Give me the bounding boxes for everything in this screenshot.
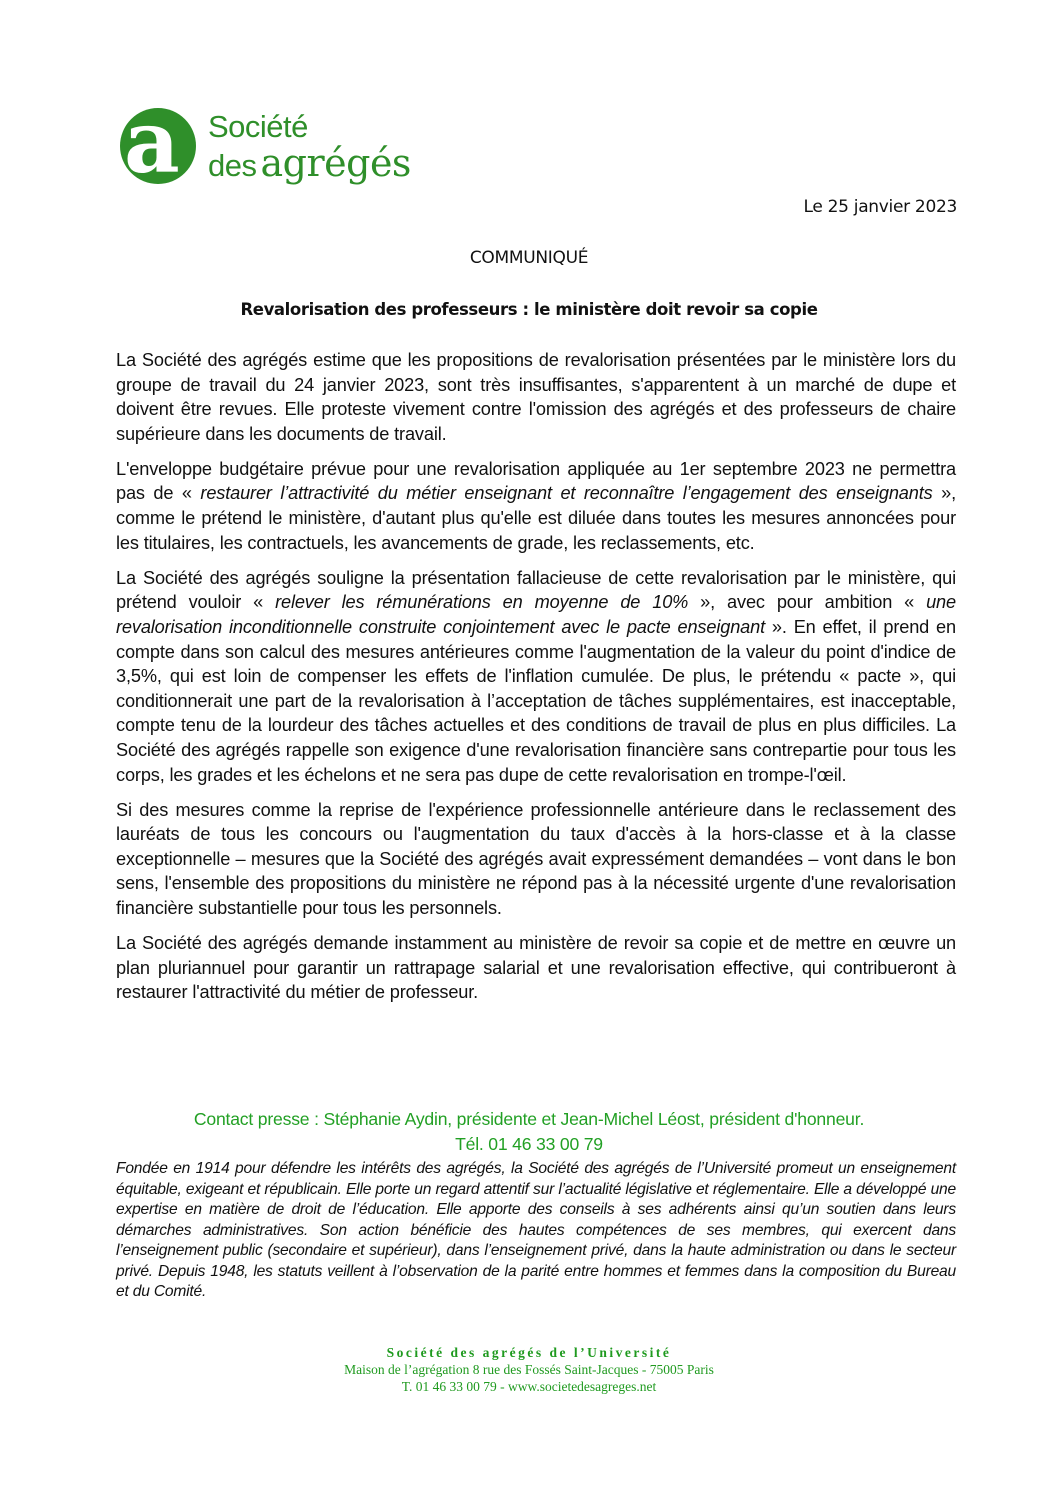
paragraph-text: L'enveloppe budgétaire prévue pour une revalorisation appliquée au 1er septembre 2023 ne permettra pas de « bbox=[116, 458, 956, 504]
logo-mark-icon bbox=[120, 108, 196, 184]
body-paragraph bbox=[116, 348, 956, 446]
press-contact bbox=[0, 1107, 1058, 1157]
body-paragraph bbox=[116, 931, 956, 1005]
document-title: Revalorisation des professeurs : le ministère doit revoir sa copie bbox=[240, 300, 818, 319]
logo-line-2 bbox=[208, 140, 411, 185]
about-organization: Fondée en 1914 pour défendre les intérêts des agrégés, la Société des agrégés de l’Université promeut un enseignement équitable, exigeant et républicain. Elle porte un regard attentif sur l’actualité législative et réglementaire. Elle a développé une expertise en matière de droit de l’éducation. Elle apporte des conseils à ses adhérents ainsi qu’un soutien dans leurs démarches administratives. Son action bénéficie des hautes compétences de ses membres, qui exercent dans l’enseignement public (secondaire et supérieur), dans l’enseignement privé, dans la haute administration ou dans le secteur privé. Depuis 1948, les statuts veillent à l’observation de la parité entre hommes et femmes dans la composition du Bureau et du Comité. bbox=[116, 1160, 956, 1300]
quoted-text: une revalorisation inconditionnelle construite conjointement avec le pacte enseignant bbox=[116, 592, 956, 637]
body-paragraph bbox=[116, 566, 956, 787]
logo-wordmark bbox=[208, 108, 411, 185]
paragraph-text: La Société des agrégés demande instamment au ministère de revoir sa copie et de mettre en œuvre un plan pluriannuel pour garantir un rattrapage salarial et une revalorisation effective, qui contribueront à restaurer l'attractivité du métier de professeur. bbox=[116, 933, 956, 1003]
quoted-text: restaurer l’attractivité du métier enseignant et reconnaître l’engagement des enseignants bbox=[200, 483, 933, 504]
paragraph-text: », comme le prétend le ministère, d'autant plus qu'elle est diluée dans toutes les mesures annoncées pour les titulaires, les contractuels, les avancements de grade, les reclassements, etc. bbox=[116, 483, 956, 553]
footer-org-name: Société des agrégés de l’Université bbox=[386, 1345, 672, 1360]
paragraph-text: Si des mesures comme la reprise de l'expérience professionnelle antérieure dans le reclassement des lauréats de tous les concours ou l'augmentation du taux d'accès à la hors-classe et à la classe exceptionnelle – mesures que la Société des agrégés avait expressément demandées – vont dans le bon sens, l'ensemble des propositions du ministère ne répond pas à la nécessité urgente d'une revalorisation financière substantielle pour tous les personnels. bbox=[116, 799, 956, 918]
letterhead-footer bbox=[0, 1344, 1058, 1395]
logo-line-1: Société bbox=[208, 108, 308, 144]
footer-contact: T. 01 46 33 00 79 - www.societedesagreges.net bbox=[401, 1379, 657, 1394]
document-body bbox=[116, 348, 956, 1015]
paragraph-text: ». En effet, il prend en compte dans son calcul des mesures antérieures comme l'augmentation de la valeur du point d'indice de 3,5%, qui est loin de compenser les effets de l'inflation cumulée. De plus, le prétendu « pacte », qui conditionnerait une part de la revalorisation à l’acceptation de tâches supplémentaires, est inacceptable, compte tenu de la lourdeur des tâches actuelles et des conditions de travail de plus en plus difficiles. La Société des agrégés rappelle son exigence d'une revalorisation financière sans contrepartie pour tous les corps, les grades et les échelons et ne sera pas dupe de cette revalorisation en trompe-l'œil. bbox=[116, 616, 956, 785]
logo-line-2-prefix: des bbox=[208, 147, 257, 183]
press-contact-phone: Tél. 01 46 33 00 79 bbox=[455, 1134, 603, 1154]
paragraph-text: La Société des agrégés souligne la présentation fallacieuse de cette revalorisation par le ministère, qui prétend vouloir « bbox=[116, 567, 956, 613]
quoted-text: relever les rémunérations en moyenne de 10% bbox=[275, 592, 689, 613]
logo-line-2-main: agrégés bbox=[260, 140, 411, 185]
paragraph-text: La Société des agrégés estime que les propositions de revalorisation présentées par le ministère lors du groupe de travail du 24 janvier 2023, sont très insuffisantes, s'apparentent à un marché de dupe et doivent être revues. Elle proteste vivement contre l'omission des agrégés et des professeurs de chaire supérieure dans les documents de travail. bbox=[116, 350, 956, 444]
body-paragraph bbox=[116, 798, 956, 921]
logo-glyph: a bbox=[124, 108, 180, 184]
document-type: COMMUNIQUÉ bbox=[469, 248, 589, 268]
body-paragraph bbox=[116, 457, 956, 555]
press-contact-names: Contact presse : Stéphanie Aydin, présidente et Jean-Michel Léost, président d'honneur. bbox=[193, 1109, 865, 1129]
document-date: Le 25 janvier 2023 bbox=[803, 197, 957, 217]
paragraph-text: », avec pour ambition « bbox=[688, 592, 927, 613]
logo bbox=[120, 108, 411, 184]
footer-address: Maison de l’agrégation 8 rue des Fossés Saint-Jacques - 75005 Paris bbox=[344, 1362, 714, 1377]
